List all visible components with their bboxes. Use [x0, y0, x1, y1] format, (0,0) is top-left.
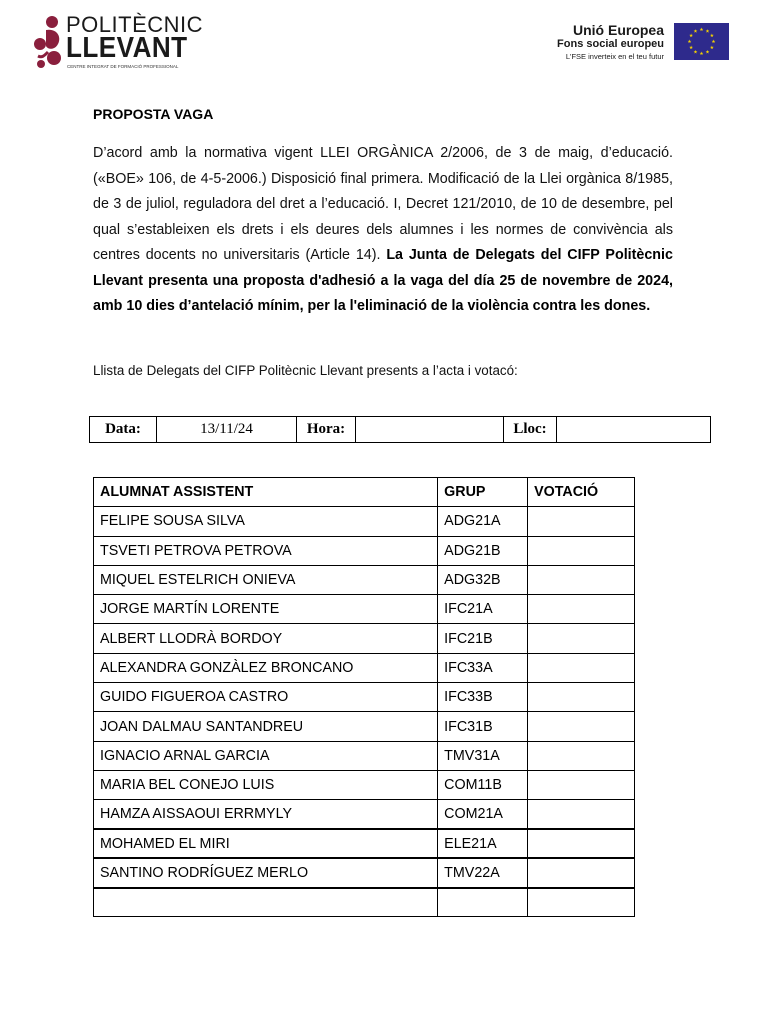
- delegate-vote-cell[interactable]: [528, 595, 635, 624]
- delegate-vote-cell[interactable]: [528, 858, 635, 887]
- delegate-name-cell: ALEXANDRA GONZÀLEZ BRONCANO: [94, 653, 438, 682]
- delegate-grup-cell: COM21A: [438, 800, 528, 829]
- delegate-name-cell: [94, 888, 438, 917]
- table-row: [94, 683, 635, 712]
- delegates-intro: Llista de Delegats del CIFP Politècnic Llevant presents a l’acta i votacó:: [93, 363, 518, 378]
- paragraph-regular-text: D’acord amb la normativa vigent LLEI ORGÀNICA 2/2006, de 3 de maig, d’educació. («BOE» 106, de 4-5-2006.) Disposició final primera. Modificació de la Llei orgànica 8/1985, de 3 de juliol, reguladora del dret a l’educació. I, Decret 121/2010, de 10 de desembre, pel qual s’estableixen els drets i els deures dels alumnes i les normes de convivència als centres docents no universitaris (Article 14).: [93, 145, 673, 263]
- delegate-grup-cell: ELE21A: [438, 829, 528, 858]
- table-row: [94, 624, 635, 653]
- eu-title: Unió Europea: [572, 22, 664, 38]
- delegate-grup-cell: COM11B: [438, 770, 528, 799]
- eu-subtitle: Fons social europeu: [557, 38, 664, 50]
- delegate-vote-cell[interactable]: [528, 800, 635, 829]
- table-row: [94, 507, 635, 536]
- delegate-name-cell: HAMZA AISSAOUI ERRMYLY: [94, 800, 438, 829]
- delegate-vote-cell[interactable]: [528, 624, 635, 653]
- delegates-table: [93, 477, 635, 917]
- date-label: Data:: [90, 417, 157, 443]
- meeting-info-table: [89, 416, 711, 443]
- delegate-name-cell: TSVETI PETROVA PETROVA: [94, 536, 438, 565]
- delegate-grup-cell: TMV22A: [438, 858, 528, 887]
- eu-tagline: L'FSE inverteix en el teu futur: [565, 52, 664, 61]
- delegate-grup-cell: IFC21A: [438, 595, 528, 624]
- table-row: [94, 829, 635, 858]
- delegate-name-cell: GUIDO FIGUEROA CASTRO: [94, 683, 438, 712]
- delegate-name-cell: ALBERT LLODRÀ BORDOY: [94, 624, 438, 653]
- delegate-name-cell: MOHAMED EL MIRI: [94, 829, 438, 858]
- table-row: [94, 536, 635, 565]
- table-row: [94, 565, 635, 594]
- school-logo: [32, 12, 204, 72]
- delegate-vote-cell[interactable]: [528, 829, 635, 858]
- school-logo-mark-icon: [32, 14, 66, 70]
- table-row: [94, 595, 635, 624]
- delegate-grup-cell: IFC33B: [438, 683, 528, 712]
- eu-logo-text: [557, 22, 664, 62]
- delegate-vote-cell[interactable]: [528, 565, 635, 594]
- delegate-name-cell: JORGE MARTÍN LORENTE: [94, 595, 438, 624]
- table-row: [94, 858, 635, 887]
- school-logo-line3: CENTRE INTEGRAT DE FORMACIÓ PROFESSIONAL: [67, 64, 179, 69]
- table-row: [94, 888, 635, 917]
- header-votacio: VOTACIÓ: [528, 478, 635, 507]
- header-grup: GRUP: [438, 478, 528, 507]
- school-logo-line2: LLEVANT: [66, 32, 188, 64]
- delegate-grup-cell: ADG21A: [438, 507, 528, 536]
- table-row: [94, 741, 635, 770]
- document-title: PROPOSTA VAGA: [93, 106, 214, 122]
- delegate-vote-cell[interactable]: [528, 536, 635, 565]
- school-logo-line1: POLITÈCNIC: [66, 12, 204, 37]
- delegate-grup-cell: ADG32B: [438, 565, 528, 594]
- delegate-name-cell: MIQUEL ESTELRICH ONIEVA: [94, 565, 438, 594]
- delegate-vote-cell[interactable]: [528, 741, 635, 770]
- table-row: [94, 770, 635, 799]
- time-value: [356, 417, 504, 443]
- delegate-grup-cell: IFC33A: [438, 653, 528, 682]
- delegate-name-cell: IGNACIO ARNAL GARCIA: [94, 741, 438, 770]
- paragraph-bold-text: La Junta de Delegats del CIFP Politècnic Llevant presenta una proposta d'adhesió a la vaga del día 25 de novembre de 2024, amb 10 dies d’antelació mínim, per la l'eliminació de la violència contra les dones.: [93, 247, 673, 314]
- place-value: [557, 417, 711, 443]
- delegate-name-cell: FELIPE SOUSA SILVA: [94, 507, 438, 536]
- date-value: 13/11/24: [157, 417, 297, 443]
- delegate-vote-cell[interactable]: [528, 653, 635, 682]
- delegate-vote-cell[interactable]: [528, 888, 635, 917]
- delegate-name-cell: MARIA BEL CONEJO LUIS: [94, 770, 438, 799]
- delegate-name-cell: SANTINO RODRÍGUEZ MERLO: [94, 858, 438, 887]
- delegate-grup-cell: IFC21B: [438, 624, 528, 653]
- delegate-vote-cell[interactable]: [528, 683, 635, 712]
- table-row: [94, 653, 635, 682]
- delegate-grup-cell: IFC31B: [438, 712, 528, 741]
- document-paragraph: [93, 141, 673, 320]
- table-row: [94, 800, 635, 829]
- delegate-vote-cell[interactable]: [528, 712, 635, 741]
- table-header-row: [94, 478, 635, 507]
- delegate-grup-cell: [438, 888, 528, 917]
- delegate-name-cell: JOAN DALMAU SANTANDREU: [94, 712, 438, 741]
- eu-flag-icon: [674, 23, 729, 60]
- delegate-vote-cell[interactable]: [528, 770, 635, 799]
- place-label: Lloc:: [504, 417, 557, 443]
- delegate-vote-cell[interactable]: [528, 507, 635, 536]
- delegate-grup-cell: TMV31A: [438, 741, 528, 770]
- table-row: [94, 712, 635, 741]
- header-alumnat: ALUMNAT ASSISTENT: [94, 478, 438, 507]
- delegate-grup-cell: ADG21B: [438, 536, 528, 565]
- time-label: Hora:: [297, 417, 356, 443]
